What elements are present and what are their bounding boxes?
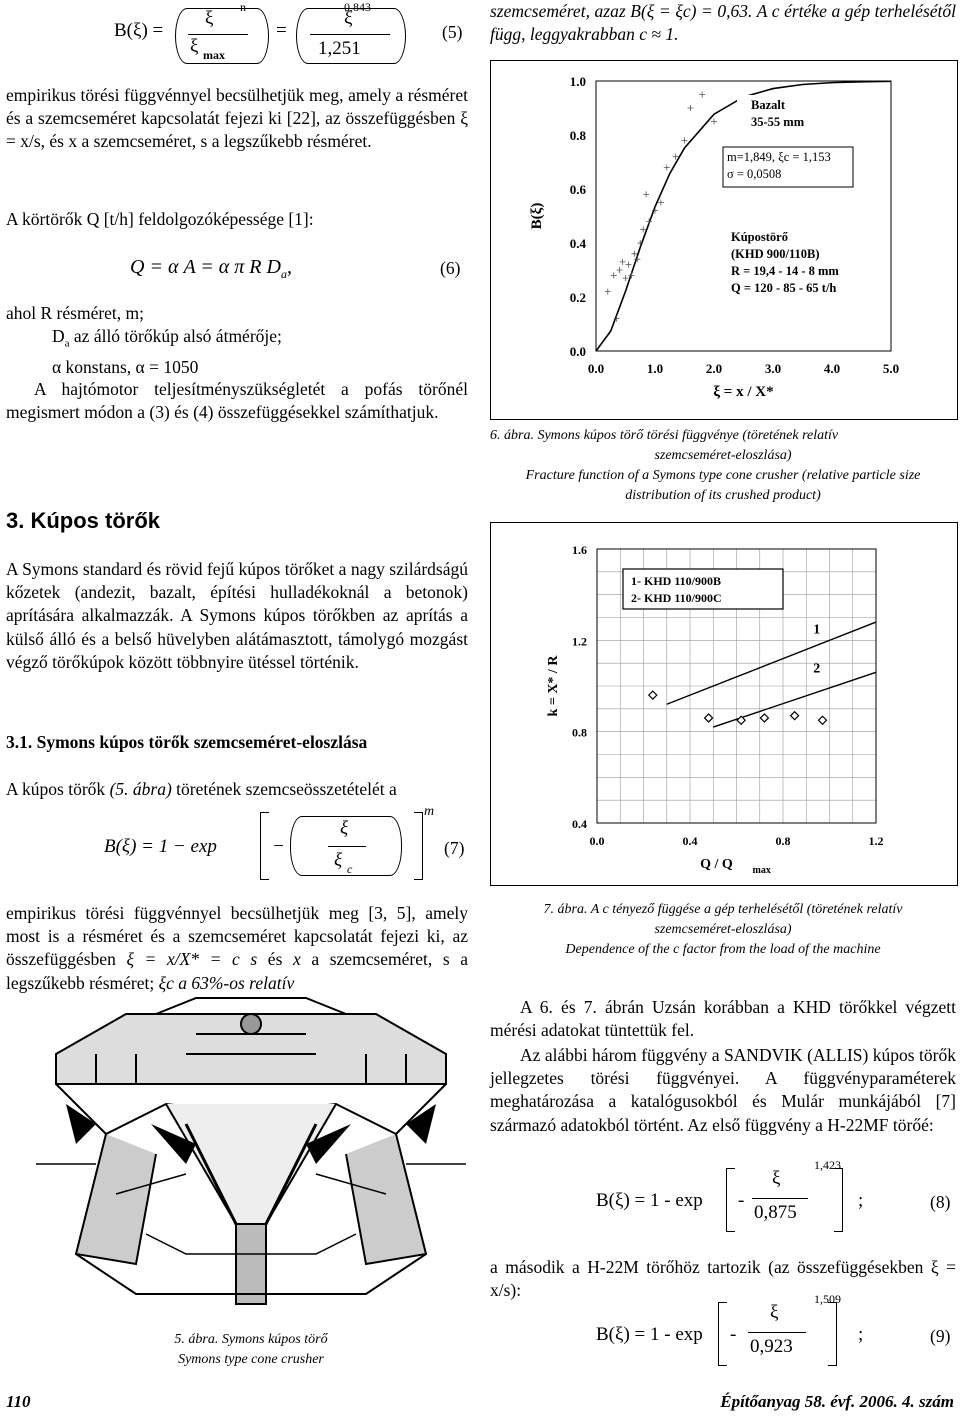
eq9-number: (9) [930, 1326, 951, 1346]
fig6-xtick-label: 5.0 [882, 361, 900, 376]
eq9-num: ξ [770, 1302, 779, 1323]
fig7-ytick-label: 0.8 [572, 725, 587, 740]
fig7-xtick-label: 0.0 [589, 834, 605, 848]
def-alpha: α konstans, α = 1050 [52, 356, 199, 377]
fig6-ytick-label: 0.4 [569, 236, 586, 251]
eq5-den2: 1,251 [318, 38, 361, 59]
figure-7-chart [490, 522, 958, 886]
fig6-data-point [643, 191, 649, 197]
equation-9 [596, 1292, 956, 1368]
eq5-exp2: 0,843 [344, 0, 371, 14]
right-paragraph-2: Az alábbi három függvény a SANDVIK (ALLIS) kúpos törők jellegzetes törési függvényei. A függvényparaméterek meghatározása a katalógusokból és Mulár munkájából [7] származó adatokból történt. Az első függvény a H-22MF törőé: [490, 1045, 956, 1135]
eq8-number: (8) [930, 1192, 951, 1212]
fig6-legend-text: Kúpostörő [731, 230, 788, 244]
fig7-caption-hu-2: szemcseméret-eloszlása) [654, 922, 792, 937]
paragraph-4: A Symons standard és rövid fejű kúpos törőket a nagy szilárdságú kőzetek (andezit, bazalt, építési hulladékoknál a betonok) aprítására alkalmazzák. A Symons kúpos törőkben az aprítás a külső álló és a belső hüvelyben alátámasztott, támolygó mozgást végző törőkúpok között többnyire ütéssel történik. [6, 559, 468, 672]
fig6-ytick-label: 1.0 [569, 74, 586, 89]
fig7-ytick-label: 1.2 [572, 634, 587, 649]
def-d-text: az álló törőkúp alsó átmérője; [69, 326, 282, 347]
eq7-den-sub: c [347, 862, 353, 876]
fig6-legend-text: (KHD 900/110B) [731, 247, 820, 261]
fig6-legend-text: R = 19,4 - 14 - 8 mm [731, 264, 839, 278]
paragraph-6 [6, 902, 468, 995]
eq8-num: ξ [772, 1168, 781, 1189]
eq5-num1: ξ [205, 8, 214, 29]
fig6-data-point [611, 272, 617, 278]
eq8-exp: 1,423 [814, 1158, 841, 1172]
eq5-number: (5) [442, 22, 463, 42]
para5-figref: (5. ábra) [109, 779, 172, 799]
fig7-data-point [649, 691, 657, 699]
eq7-number: (7) [444, 838, 465, 858]
eq9-minus: - [730, 1324, 737, 1345]
eq8-lhs: B(ξ) = 1 - exp [596, 1190, 703, 1211]
equation-5 [100, 0, 470, 68]
paragraph-1: empirikus törési függvénnyel becsülhetjük meg, amely a résméret és a szemcseméret kapcsolatát fejezi ki [22], az összefüggésben ξ = x/s, és x a szemcseméret, s a legszűkebb résméret. [6, 85, 468, 152]
fig7-xtick-label: 0.8 [775, 834, 791, 848]
fig7-data-point [760, 714, 768, 722]
para5-a: A kúpos törők [6, 779, 110, 799]
figure-6-caption [490, 426, 956, 506]
eq7-den: ξ [334, 850, 343, 871]
right-paragraph-1: A 6. és 7. ábrán Uzsán korábban a KHD törőkkel végzett mérési adatokat tüntettük fel. [490, 997, 956, 1041]
def-d [6, 325, 468, 356]
fig7-ytick-label: 0.4 [572, 817, 587, 831]
section-3-heading: 3. Kúpos törők [6, 508, 161, 533]
right-paragraph-3: a második a H-22M törőhöz tartozik (az összefüggésekben ξ = x/s): [490, 1257, 956, 1301]
fig6-data-point [617, 267, 623, 273]
fig6-caption-hu-1: 6. ábra. Symons kúpos törő törési függvénye (töretének relatív [490, 428, 839, 443]
fig6-data-point [605, 289, 611, 295]
eq7-num: ξ [340, 818, 349, 839]
fig7-legend-entry: 2- KHD 110/900C [631, 591, 722, 605]
fig6-ytick-label: 0.0 [569, 344, 586, 359]
eq8-semi: ; [858, 1190, 864, 1211]
fig6-data-point [620, 259, 626, 265]
figure-7-caption [490, 900, 956, 960]
fig7-xtick-label: 0.4 [682, 834, 698, 848]
fig6-legend-text: Bazalt [751, 98, 786, 112]
fig6-data-point [623, 275, 629, 281]
para6-b: ξ = x/X* = c s [126, 949, 258, 970]
fig6-xlabel: ξ = x / X* [713, 384, 774, 400]
para6-f: ξc a 63%-os relatív [158, 972, 295, 993]
para5-c: töretének szemcseösszetételét a [171, 779, 397, 799]
fig7-legend-entry: 1- KHD 110/900B [631, 574, 722, 588]
fig7-ytick-label: 1.6 [572, 543, 587, 557]
def-r: ahol R résméret, m; [6, 303, 145, 323]
eq9-bracket-r [828, 1302, 837, 1366]
eq7-lhs: B(ξ) = 1 − exp [104, 836, 217, 857]
paragraph-2: A körtörők Q [t/h] feldolgozóképessége [1]: [6, 209, 314, 229]
fig7-xlabel: Q / Q [700, 857, 733, 872]
paragraph-5 [6, 778, 468, 801]
eq6-sub: a [280, 267, 287, 281]
fig6-xtick-label: 1.0 [646, 361, 664, 376]
fig7-series-label: 2 [813, 661, 821, 677]
eq8-minus: - [738, 1190, 745, 1211]
fig6-caption-hu-2: szemcseméret-eloszlása) [654, 448, 792, 463]
fig7-data-point [791, 712, 799, 720]
para6-d: x [292, 949, 301, 970]
fig6-data-point [711, 119, 717, 125]
fig7-caption-hu-1: 7. ábra. A c tényező függése a gép terhelésétől (töretének relatív [543, 902, 903, 917]
eq7-fracline [328, 846, 366, 847]
eq5-lhs: B(ξ) = [114, 20, 164, 41]
eq9-den: 0,923 [750, 1336, 793, 1357]
eq9-fracline [748, 1332, 806, 1333]
eq5-equals: = [276, 20, 287, 41]
paragraph-3: A hajtómotor teljesítményszükségletét a pofás törőnél megismert módon a (3) és (4) összefüggésekkel számíthatjuk. [6, 379, 468, 423]
eq8-den: 0,875 [754, 1202, 797, 1223]
fig6-ytick-label: 0.6 [569, 182, 586, 197]
eq5-fracline2 [310, 34, 390, 35]
fig6-xtick-label: 3.0 [764, 361, 782, 376]
eq5-den1-sub: max [203, 48, 225, 62]
fig7-plot [546, 543, 884, 876]
eq5-num2: ξ [344, 8, 353, 29]
fig7-xlabel-sub: max [752, 865, 771, 876]
fig6-xtick-label: 0.0 [587, 361, 605, 376]
eq8-fracline [752, 1198, 808, 1199]
fig6-plot [529, 74, 899, 400]
fig6-xtick-label: 2.0 [705, 361, 723, 376]
eq9-lhs: B(ξ) = 1 - exp [596, 1324, 703, 1345]
para6-e: a szemcseméret, s a legszűkebb résméret; [6, 949, 469, 993]
eq7-exp: m [424, 804, 435, 819]
eq6-tail: , [286, 256, 292, 278]
eq5-fracline1 [188, 34, 248, 35]
fig7-ylabel: k = X* / R [546, 655, 561, 717]
fig6-legend-text: σ = 0,0508 [727, 167, 782, 181]
fig6-ytick-label: 0.2 [569, 290, 586, 305]
fig6-data-point [631, 251, 637, 257]
para6-c: és [257, 949, 293, 970]
figure-5-caption [36, 1330, 466, 1370]
equation-8 [596, 1158, 956, 1234]
def-d-symbol: D [52, 326, 65, 347]
equation-7 [104, 804, 470, 884]
eq6-number: (6) [440, 258, 461, 278]
para6-a: empirikus törési függvénnyel becsülhetjük meg [3, 5], amely most is a résméret és a szemcseméret kapcsolatát fejezi ki, az összefüggésben [6, 903, 468, 970]
fig7-data-point [705, 714, 713, 722]
fig6-data-point [687, 105, 693, 111]
eq6-body: Q = α A = α π R D [130, 256, 281, 278]
eq7-bracket-l [260, 812, 269, 880]
equation-6 [130, 256, 470, 286]
fig6-caption-en-2: distribution of its crushed product) [625, 488, 821, 503]
fig6-data-point [658, 200, 664, 206]
right-top-paragraph: szemcseméret, azaz B(ξ = ξc) = 0,63. A c értéke a gép terhelésétől függ, leggyakrabban c ≈ 1. [490, 1, 956, 45]
fig5-caption-hu: 5. ábra. Symons kúpos törő [174, 1332, 328, 1347]
eq8-bracket-l [726, 1168, 735, 1232]
fig5-caption-en: Symons type cone crusher [178, 1352, 324, 1367]
fig6-data-point [664, 164, 670, 170]
eq7-bracket-r [414, 812, 423, 880]
fig6-ylabel: B(ξ) [529, 202, 545, 230]
page-number: 110 [6, 1392, 31, 1411]
journal-info: Építőanyag 58. évf. 2006. 4. szám [720, 1392, 954, 1411]
eq9-bracket-l [718, 1302, 727, 1366]
fig6-data-point [699, 92, 705, 98]
fig7-series-label: 1 [813, 622, 821, 638]
eq7-minus: − [272, 836, 285, 857]
eq8-bracket-r [834, 1168, 843, 1232]
eq5-exp1: n [240, 0, 246, 14]
fig6-caption-en-1: Fracture function of a Symons type cone crusher (relative particle size [525, 468, 921, 483]
def-d-sub: a [64, 337, 70, 350]
definitions [6, 302, 468, 379]
fig6-legend-text: 35-55 mm [751, 115, 805, 129]
fig7-xtick-label: 1.2 [868, 834, 884, 848]
section-3-1-heading: 3.1. Symons kúpos törők szemcseméret-eloszlása [6, 732, 368, 752]
fig6-ytick-label: 0.8 [569, 128, 586, 143]
fig6-legend-text: Q = 120 - 85 - 65 t/h [731, 281, 837, 295]
fig7-caption-en: Dependence of the c factor from the load of the machine [565, 942, 881, 957]
fig6-data-point [682, 137, 688, 143]
figure-6-chart [490, 60, 958, 420]
eq9-semi: ; [858, 1324, 864, 1345]
eq9-exp: 1,509 [814, 1292, 841, 1306]
eq5-den1: ξ [190, 36, 199, 57]
fig6-data-point [625, 262, 631, 268]
fig6-legend-text: m=1,849, ξc = 1,153 [727, 150, 831, 164]
cone-crusher-drawing [36, 994, 466, 1316]
fig6-xtick-label: 4.0 [823, 361, 841, 376]
fig7-data-point [819, 716, 827, 724]
